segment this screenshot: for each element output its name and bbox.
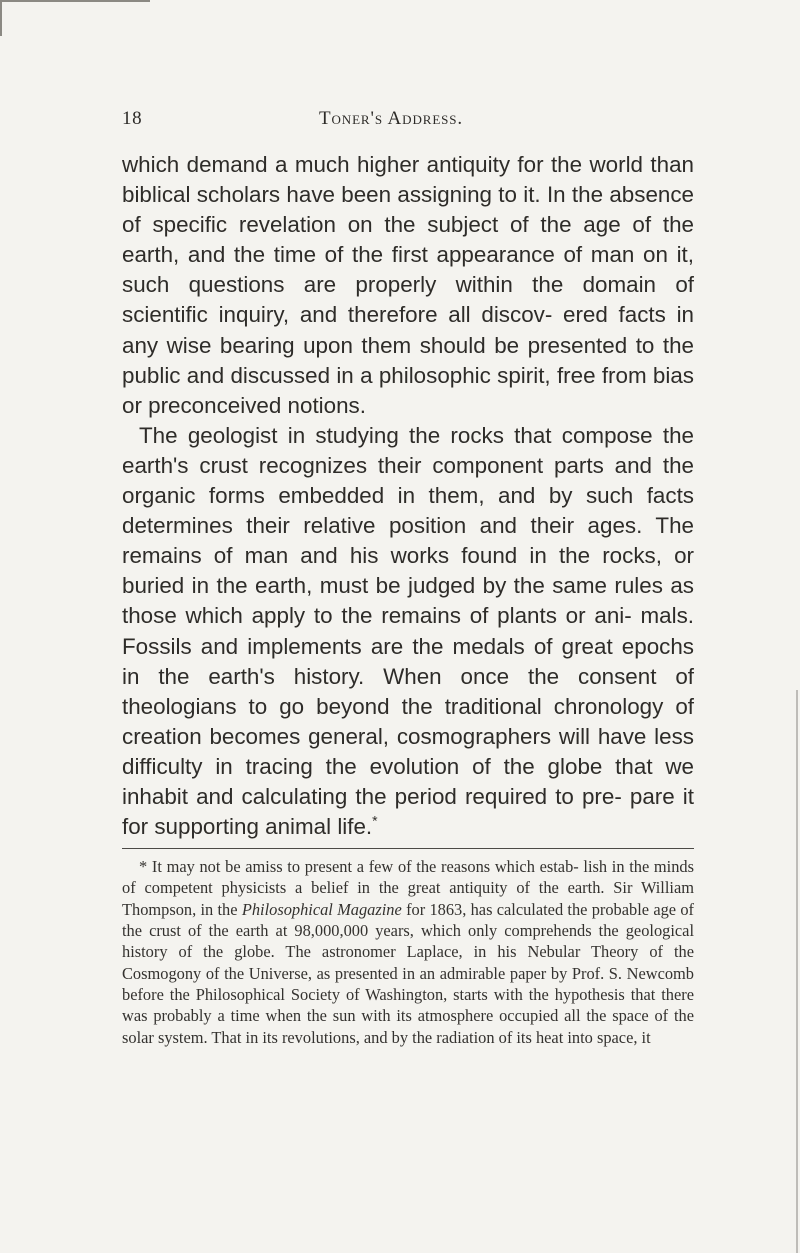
footnote (122, 856, 694, 1048)
book-page (122, 108, 694, 1064)
journal-title: Philosophical Magazine (241, 899, 402, 919)
footnote-reference: * (372, 812, 378, 829)
body-text (122, 150, 694, 842)
footnote-divider (122, 848, 694, 849)
scan-border-right (796, 690, 798, 1253)
running-head (122, 108, 694, 140)
scan-border-top (0, 0, 150, 2)
body-paragraph: which demand a much higher antiquity for the world than biblical scholars have been assigning to it. In the absence of specific revelation on the subject of the age of the earth, and the time of the first appearance of man on it, such questions are properly within the domain of scientific inquiry, and therefore all discov- ered facts in any wise bearing upon them should be presented to the public and discussed in a philosophic spirit, free from bias or preconceived notions. (122, 152, 694, 418)
footnote-text: for 1863, has calculated the probable age of the crust of the earth at 98,000,000 years, which only comprehends the geological history of the globe. The astronomer Laplace, in his Nebular Theory of the Cosmogony of the Universe, as presented in an admirable paper by Prof. S. Newcomb before the Philosophical Society of Washington, starts with the hypothesis that there was probably a time when the sun with its atmosphere occupied all the space of the solar system. That in its revolutions, and by the radiation of its heat into space, it (122, 899, 694, 1047)
scan-border-left (0, 0, 2, 36)
footnote-text: It may not be amiss to present a few of the reasons which estab- lish in the minds of competent physicists a belief in the great antiquity of the earth. Sir William Thompson, in the (122, 857, 694, 919)
footnote-marker: * (139, 857, 148, 877)
page-number: 18 (122, 108, 143, 129)
body-paragraph (122, 421, 694, 842)
paragraph-text: The geologist in studying the rocks that compose the earth's crust recognizes their component parts and the organic forms embedded in them, and by such facts determines their relative position and their ages. The remains of man and his works found in the rocks, or buried in the earth, must be judged by the same rules as those which apply to the remains of plants or ani- mals. Fossils and implements are the medals of great epochs in the earth's history. When once the consent of theologians to go beyond the traditional chronology of creation becomes general, cosmographers will have less difficulty in tracing the evolution of the globe that we inhabit and calculating the period required to pre- pare it for supporting animal life. (122, 422, 694, 840)
page-title: Toner's Address. (319, 108, 464, 129)
